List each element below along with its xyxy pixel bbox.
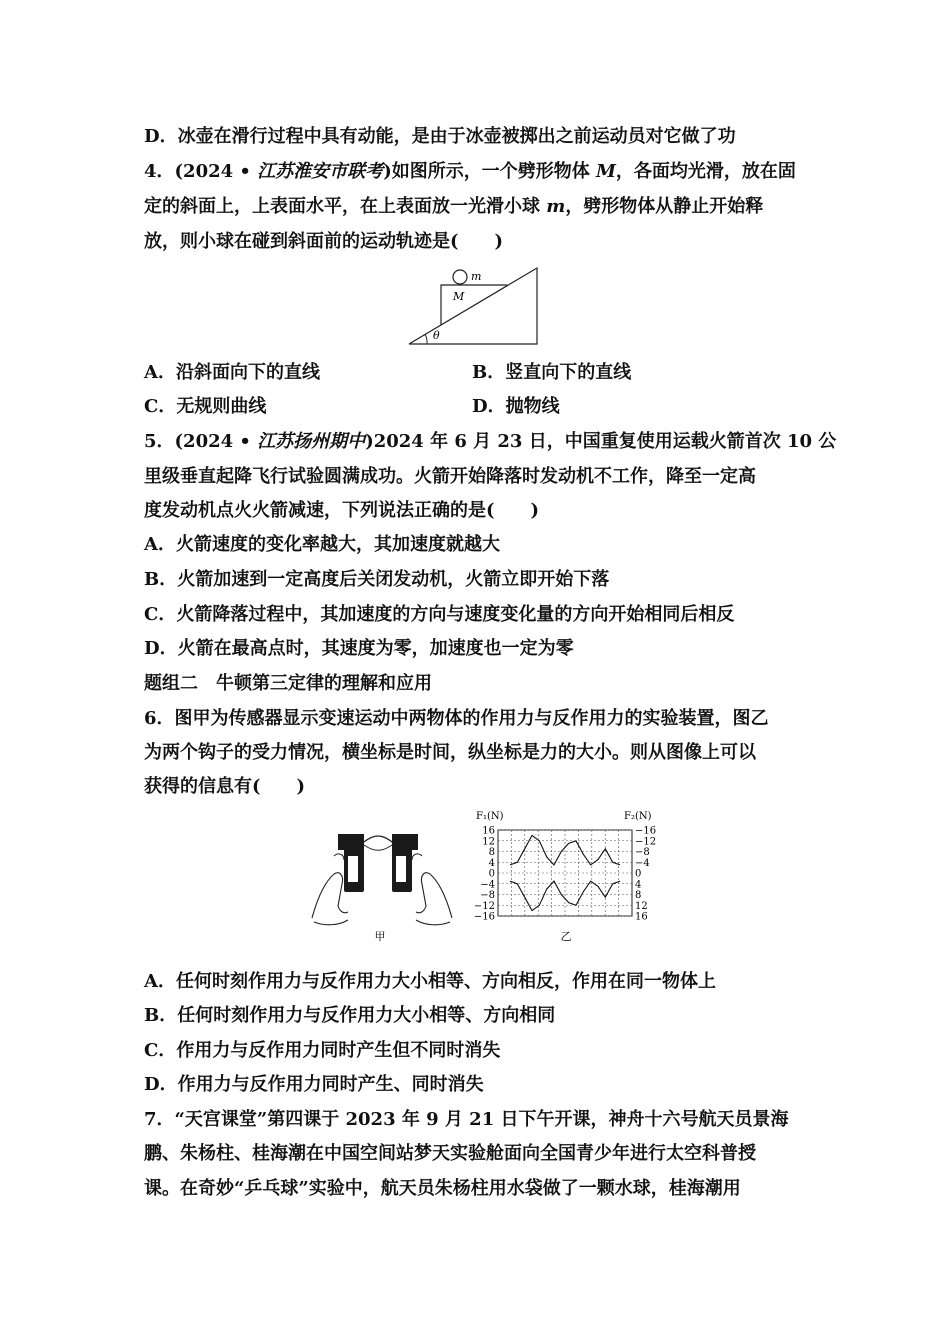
fig-yi-label: 乙 xyxy=(560,930,572,943)
force-time-chart xyxy=(468,806,664,946)
q5-option-d[interactable]: D．火箭在最高点时，其速度为零，加速度也一定为零 xyxy=(144,638,574,659)
left-tick-label: 16 xyxy=(482,825,495,837)
right-tick-label: −16 xyxy=(635,825,657,837)
ball-icon xyxy=(453,270,467,284)
q4-option-c[interactable]: C．无规则曲线 xyxy=(144,396,267,417)
fig-label-theta: θ xyxy=(433,329,440,342)
q7-stem-line3: 课。在奇妙“乒乓球”实验中，航天员朱杨柱用水袋做了一颗水球，桂海潮用 xyxy=(144,1178,741,1199)
q4-source: 江苏淮安市联考 xyxy=(257,161,384,182)
q4-option-a[interactable]: A．沿斜面向下的直线 xyxy=(144,362,320,383)
fig-label-m: m xyxy=(471,270,482,283)
left-tick-label: −16 xyxy=(473,911,495,923)
section-heading: 题组二 牛顿第三定律的理解和应用 xyxy=(144,673,432,694)
q6-option-a[interactable]: A．任何时刻作用力与反作用力大小相等、方向相反，作用在同一物体上 xyxy=(144,971,716,992)
right-tick-label: 16 xyxy=(635,911,648,923)
q5-stem-line2: 里级垂直起降飞行试验圆满成功。火箭开始降落时发动机不工作，降至一定高 xyxy=(144,466,756,487)
q6-option-b[interactable]: B．任何时刻作用力与反作用力大小相等、方向相同 xyxy=(144,1005,556,1026)
right-tick-label: 12 xyxy=(635,900,648,912)
q7-stem-line2: 鹏、朱杨柱、桂海潮在中国空间站梦天实验舱面向全国青少年进行太空科普授 xyxy=(144,1143,756,1164)
q5-source: 江苏扬州期中 xyxy=(257,431,366,452)
right-axis-label: F₂(N) xyxy=(624,811,652,822)
sensor-right-icon xyxy=(392,834,418,850)
q6-stem-line3: 获得的信息有( ) xyxy=(144,776,306,797)
left-tick-label: 12 xyxy=(482,836,495,848)
wedge-figure xyxy=(405,262,545,348)
left-tick-label: 4 xyxy=(488,857,495,869)
right-tick-label: −4 xyxy=(635,857,650,869)
q5-option-c[interactable]: C．火箭降落过程中，其加速度的方向与速度变化量的方向开始相同后相反 xyxy=(144,604,735,625)
q5-option-a[interactable]: A．火箭速度的变化率越大，其加速度就越大 xyxy=(144,534,500,555)
q6-stem-line2: 为两个钩子的受力情况，横坐标是时间，纵坐标是力的大小。则从图像上可以 xyxy=(144,742,756,763)
q6-option-c[interactable]: C．作用力与反作用力同时产生但不同时消失 xyxy=(144,1040,501,1061)
q4-stem-line3: 放，则小球在碰到斜面前的运动轨迹是( ) xyxy=(144,231,504,252)
q4-stem-line1: 4．(2024 • 江苏淮安市联考)如图所示，一个劈形物体 M，各面均光滑，放在固 xyxy=(144,161,796,182)
fig-label-M: M xyxy=(453,290,465,303)
hook-icon xyxy=(364,836,392,842)
q4-stem-line2: 定的斜面上，上表面水平，在上表面放一光滑小球 m，劈形物体从静止开始释 xyxy=(144,196,764,217)
q5-stem-line1: 5．(2024 • 江苏扬州期中)2024 年 6 月 23 日，中国重复使用运载火箭首次 10 公 xyxy=(144,431,837,452)
left-tick-label: −8 xyxy=(480,890,495,901)
left-tick-label: 8 xyxy=(488,847,495,858)
q4-option-d[interactable]: D．抛物线 xyxy=(472,396,560,417)
q3-option-d: D．冰壶在滑行过程中具有动能，是由于冰壶被掷出之前运动员对它做了功 xyxy=(144,126,736,147)
right-tick-label: −12 xyxy=(635,836,657,848)
sensor-left-icon xyxy=(338,834,364,850)
right-tick-label: 0 xyxy=(635,868,642,880)
q5-stem-line3: 度发动机点火火箭减速，下列说法正确的是( ) xyxy=(144,500,540,521)
left-tick-label: −4 xyxy=(480,879,495,891)
q4-option-b[interactable]: B．竖直向下的直线 xyxy=(472,362,632,383)
right-tick-label: 8 xyxy=(635,890,642,901)
right-tick-label: 4 xyxy=(635,879,642,891)
q6-stem-line1: 6．图甲为传感器显示变速运动中两物体的作用力与反作用力的实验装置，图乙 xyxy=(144,708,769,729)
left-tick-label: −12 xyxy=(473,900,495,912)
q7-stem-line1: 7．“天宫课堂”第四课于 2023 年 9 月 21 日下午开课，神舟十六号航天员景海 xyxy=(144,1109,789,1130)
fig-jia-label: 甲 xyxy=(374,930,386,943)
left-tick-label: 0 xyxy=(488,868,495,880)
sensor-hands-figure xyxy=(304,826,460,946)
left-axis-label: F₁(N) xyxy=(476,811,504,822)
q6-option-d[interactable]: D．作用力与反作用力同时产生、同时消失 xyxy=(144,1074,484,1095)
right-tick-label: −8 xyxy=(635,847,650,858)
q5-option-b[interactable]: B．火箭加速到一定高度后关闭发动机，火箭立即开始下落 xyxy=(144,569,610,590)
